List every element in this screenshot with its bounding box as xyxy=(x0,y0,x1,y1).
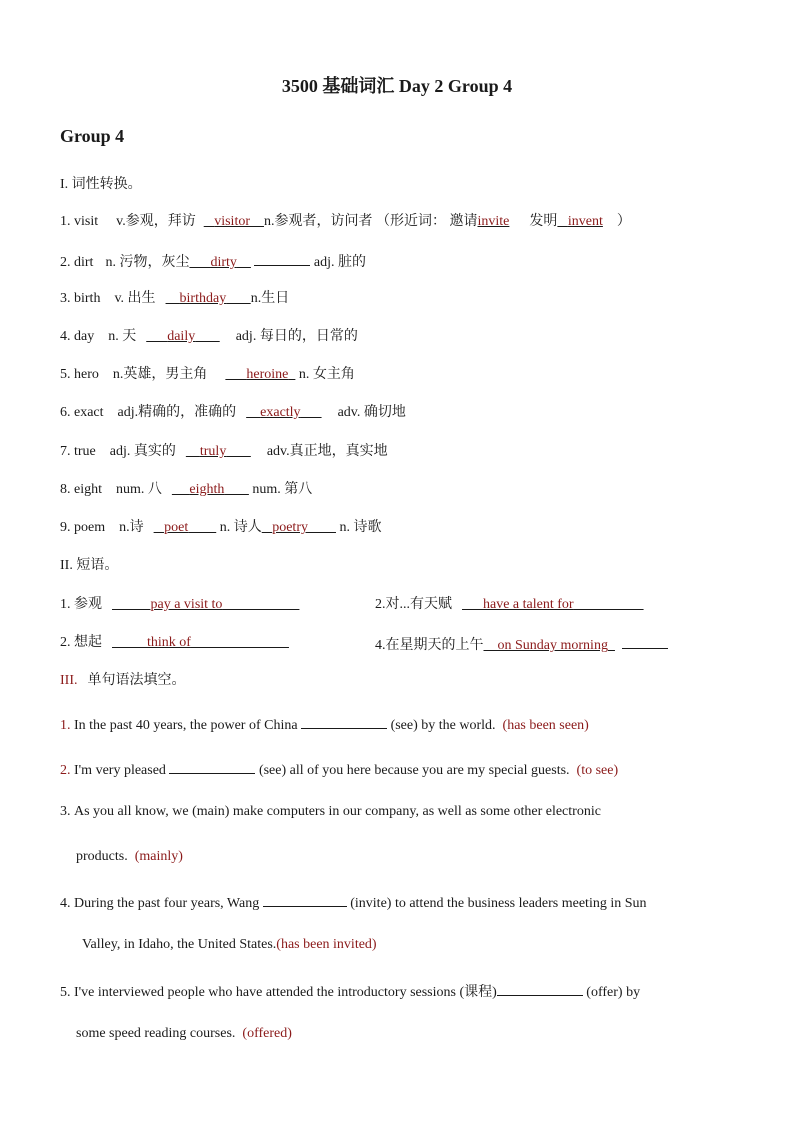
list-item: 4. day n. 天 daily adj. 每日的，日常的 xyxy=(60,329,358,344)
answer: (has been seen) xyxy=(502,718,589,733)
answer: have a talent for xyxy=(483,597,574,612)
answer: poetry xyxy=(272,520,308,535)
list-item: 9. poem n.诗 poet n. 诗人 poetry n. 诗歌 xyxy=(60,520,382,535)
answer: heroine xyxy=(246,367,289,382)
list-item: 5. I've interviewed people who have attended the introductory sessions (课程) (offer) by xyxy=(60,981,640,1002)
answer: birthday xyxy=(179,291,227,306)
list-item: 2. I'm very pleased (see) all of you here because you are my special guests. (to see) xyxy=(60,759,618,780)
list-item: 1. 参观 pay a visit to xyxy=(60,597,223,612)
list-item-continuation: Valley, in Idaho, the United States.(has been invited) xyxy=(82,937,377,952)
section1-heading: I. 词性转换。 xyxy=(60,177,142,192)
answer: (offered) xyxy=(242,1026,292,1041)
list-item: 3. birth v. 出生 birthday n.生日 xyxy=(60,291,290,306)
answer: think of xyxy=(147,635,191,650)
list-item: 5. hero n.英雄，男主角 heroine n. 女主角 xyxy=(60,367,355,382)
list-item: 1. visit v.参观，拜访 visitor n.参观者，访问者 （形近词： 邀请invite 发明 invent ） xyxy=(60,214,631,229)
list-item: 7. true adj. 真实的 truly adv.真正地，真实地 xyxy=(60,444,388,459)
answer: (mainly) xyxy=(134,849,183,864)
list-item: 6. exact adj.精确的，准确的 exactly adv. 确切地 xyxy=(60,405,406,420)
answer: exactly xyxy=(260,405,301,420)
list-item: 2. dirt n. 污物，灰尘 dirty adj. 脏的 xyxy=(60,251,366,272)
list-item: 2. 想起 think of xyxy=(60,635,191,650)
answer: (to see) xyxy=(576,763,619,778)
group-heading: Group 4 xyxy=(60,126,125,146)
list-item: 8. eight num. 八 eighth num. 第八 xyxy=(60,482,313,497)
answer: invent xyxy=(567,214,603,229)
answer: invite xyxy=(477,214,510,229)
list-item: 2.对...有天赋 have a talent for xyxy=(375,597,574,612)
list-item: 4.在星期天的上午 on Sunday morning xyxy=(375,634,668,655)
list-item-continuation: products. (mainly) xyxy=(76,849,183,864)
list-item: 3. As you all know, we (main) make computers in our company, as well as some other electronic xyxy=(60,804,601,819)
answer: daily xyxy=(167,329,196,344)
answer: (has been invited) xyxy=(276,937,377,952)
answer: pay a visit to xyxy=(150,597,223,612)
answer: on Sunday morning xyxy=(497,638,608,653)
list-item-continuation: some speed reading courses. (offered) xyxy=(76,1026,292,1041)
answer: eighth xyxy=(189,482,225,497)
section2-heading: II. 短语。 xyxy=(60,558,119,573)
answer: poet xyxy=(164,520,189,535)
answer: truly xyxy=(199,444,227,459)
page-title: 3500 基础词汇 Day 2 Group 4 xyxy=(281,76,513,96)
answer: dirty xyxy=(210,255,237,270)
list-item: 1. In the past 40 years, the power of China (see) by the world. (has been seen) xyxy=(60,714,589,735)
section3-heading: III. 单句语法填空。 xyxy=(60,673,186,688)
answer: visitor xyxy=(214,214,250,229)
list-item: 4. During the past four years, Wang (invite) to attend the business leaders meeting in Sun xyxy=(60,892,647,913)
